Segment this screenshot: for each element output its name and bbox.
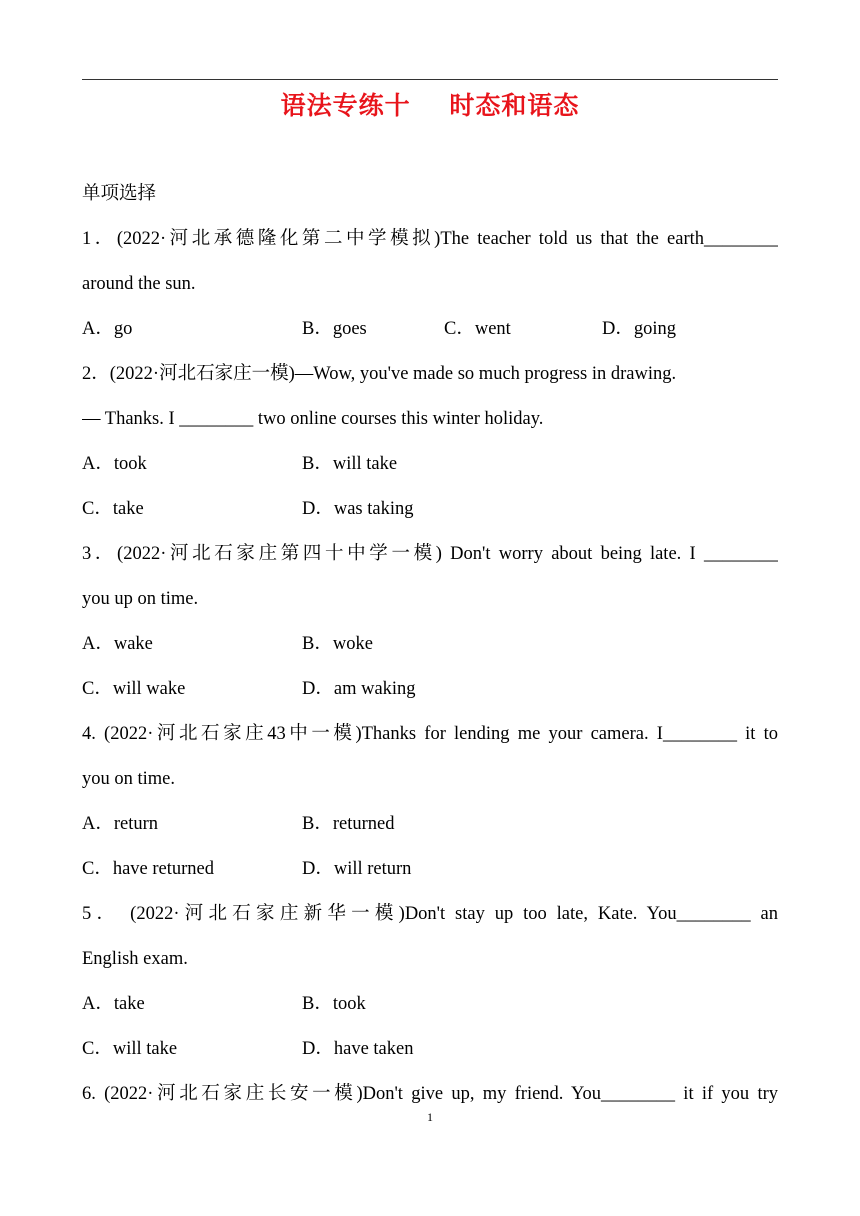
question-5-options-row-1 xyxy=(82,982,778,1027)
question-3-stem-continued: you up on time. xyxy=(82,589,199,609)
question-3-option-d[interactable]: D．am waking xyxy=(302,679,416,699)
question-4-stem-continued: you on time. xyxy=(82,769,176,789)
header-rule xyxy=(82,79,778,80)
question-6-stem: 6. (2022·河北石家庄长安一模)Don't give up, my friend. You________ it if you try xyxy=(82,1084,778,1104)
question-5-stem-continued: English exam. xyxy=(82,949,188,969)
question-2-option-a[interactable]: A．took xyxy=(82,454,147,474)
question-1-option-d[interactable]: D．going xyxy=(602,319,677,339)
question-5-options-row-2 xyxy=(82,1027,778,1072)
question-3-option-c[interactable]: C．will wake xyxy=(82,679,186,699)
question-1-stem-continued: around the sun. xyxy=(82,274,196,294)
question-2-options-row-2 xyxy=(82,487,778,532)
section-heading: 单项选择 xyxy=(82,184,157,204)
page-number: 1 xyxy=(427,1110,433,1124)
question-4-option-b[interactable]: B．returned xyxy=(302,814,395,834)
question-1-option-c[interactable]: C．went xyxy=(444,319,511,339)
question-2-options-row-1 xyxy=(82,442,778,487)
question-2-option-d[interactable]: D．was taking xyxy=(302,499,414,519)
question-4-options-row-1 xyxy=(82,802,778,847)
question-2-option-c[interactable]: C．take xyxy=(82,499,144,519)
question-5-option-d[interactable]: D．have taken xyxy=(302,1039,414,1059)
question-2-stem: 2．(2022·河北石家庄一模)—Wow, you've made so much progress in drawing. xyxy=(82,364,677,384)
question-5-option-c[interactable]: C．will take xyxy=(82,1039,178,1059)
question-1-stem: 1．(2022·河北承德隆化第二中学模拟)The teacher told us that the earth________ xyxy=(82,229,778,249)
question-1-option-a[interactable]: A．go xyxy=(82,319,133,339)
question-2-option-b[interactable]: B．will take xyxy=(302,454,398,474)
question-3-options-row-2 xyxy=(82,667,778,712)
question-3-option-a[interactable]: A．wake xyxy=(82,634,153,654)
question-4-option-c[interactable]: C．have returned xyxy=(82,859,215,879)
question-3-options-row-1 xyxy=(82,622,778,667)
question-5-option-a[interactable]: A．take xyxy=(82,994,145,1014)
question-3-stem: 3．(2022·河北石家庄第四十中学一模) Don't worry about being late. I ________ xyxy=(82,544,778,564)
question-5-option-b[interactable]: B．took xyxy=(302,994,366,1014)
question-1-option-b[interactable]: B．goes xyxy=(302,319,367,339)
exercise-content xyxy=(82,172,778,1117)
question-4-options-row-2 xyxy=(82,847,778,892)
question-1-options xyxy=(82,307,778,352)
question-3-option-b[interactable]: B．woke xyxy=(302,634,373,654)
question-2-stem-continued: — Thanks. I ________ two online courses this winter holiday. xyxy=(82,409,544,429)
question-4-stem: 4. (2022·河北石家庄43中一模)Thanks for lending me your camera. I________ it to xyxy=(82,724,778,744)
question-4-option-d[interactable]: D．will return xyxy=(302,859,412,879)
page-title: 语法专练十 时态和语态 xyxy=(280,91,580,120)
question-5-stem: 5． (2022·河北石家庄新华一模)Don't stay up too late, Kate. You________ an xyxy=(82,904,778,924)
question-4-option-a[interactable]: A．return xyxy=(82,814,159,834)
